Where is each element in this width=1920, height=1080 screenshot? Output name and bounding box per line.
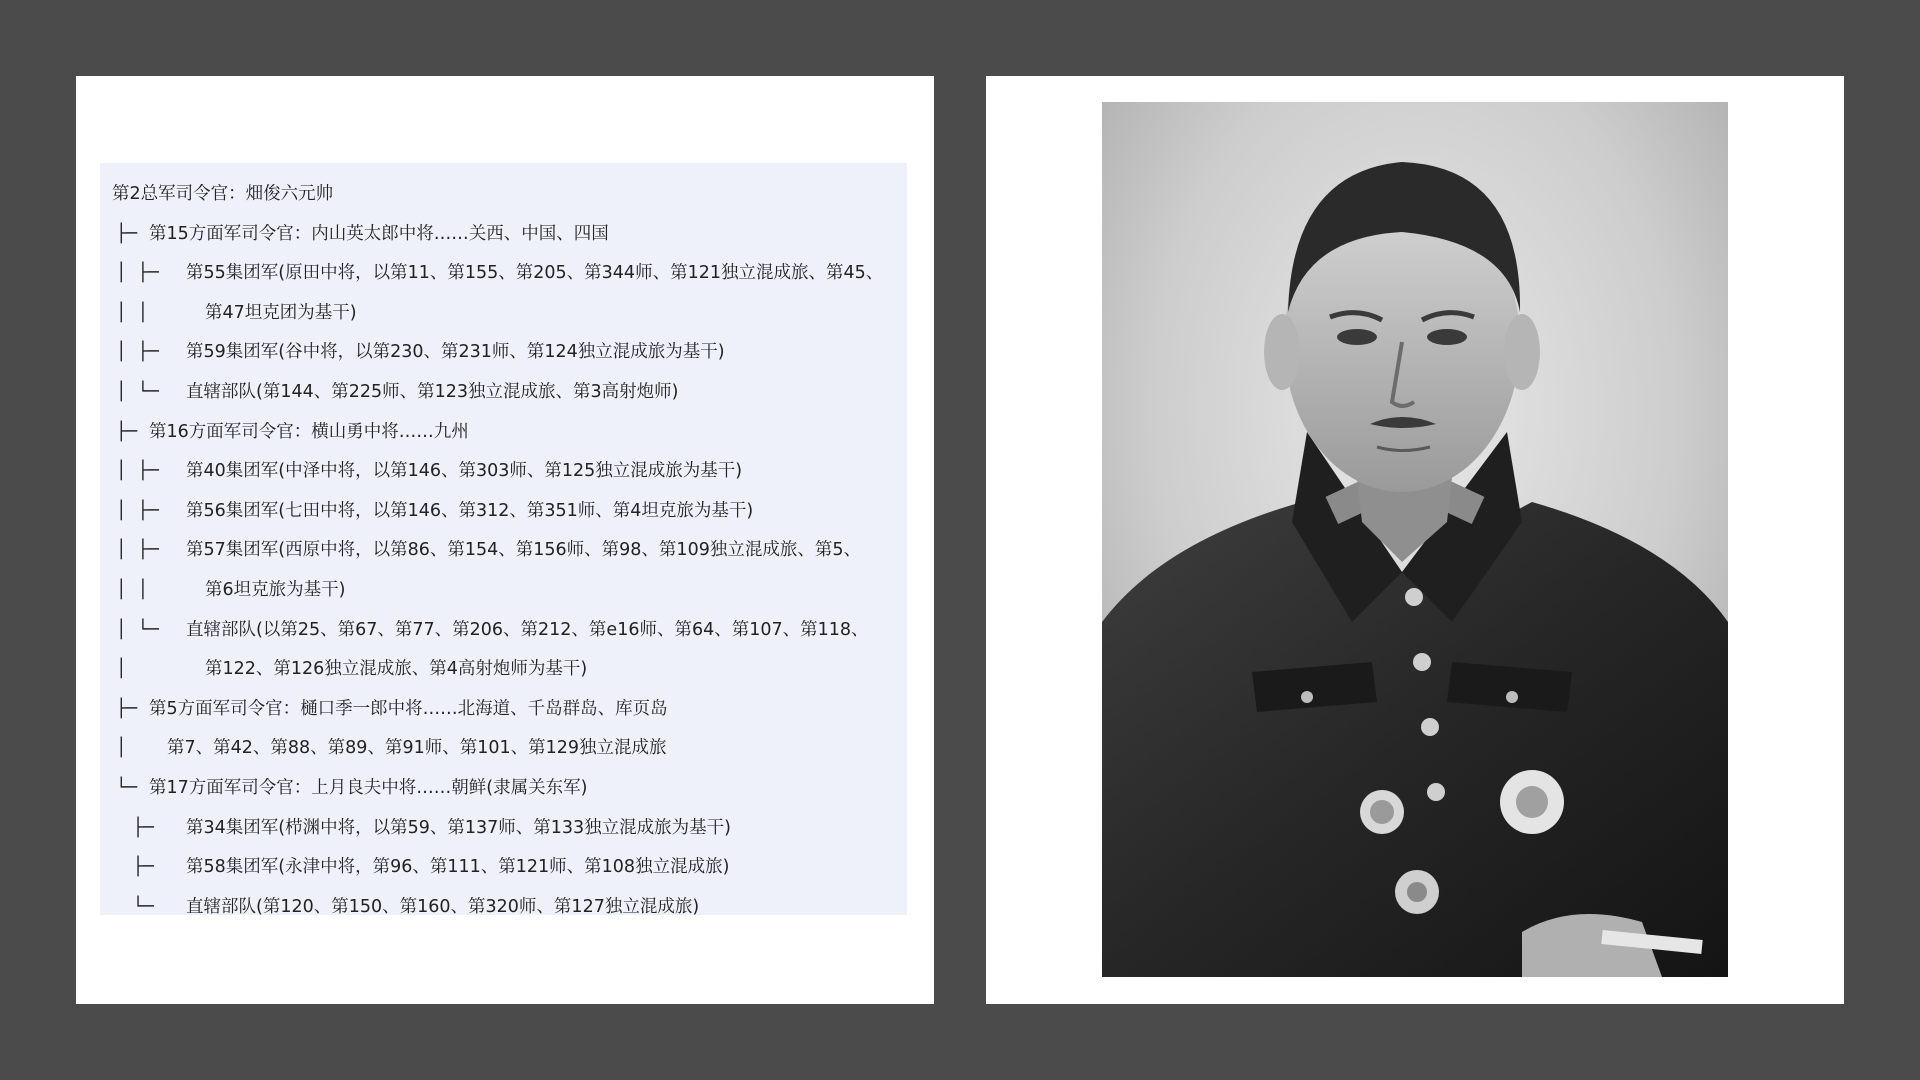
- tree-line-text: 第55集团军(原田中将，以第11、第155、第205、第344师、第121独立混成旅、第45、: [186, 263, 884, 284]
- tree-line-text: 第6坦克旅为基干): [205, 579, 346, 600]
- tree-connector: │ ├─: [116, 500, 159, 521]
- tree-connector: │ ├─: [116, 540, 159, 561]
- tree-line: [100, 333, 907, 373]
- tree-connector: ├─: [116, 698, 138, 719]
- tree-line: [100, 809, 907, 849]
- tree-line: [100, 215, 907, 255]
- tree-line: [100, 571, 907, 611]
- tree-line-text: 第47坦克团为基干): [205, 302, 357, 323]
- tree-line: [100, 452, 907, 492]
- tree-line-text: 第34集团军(栉渊中将，以第59、第137师、第133独立混成旅为基干): [186, 817, 731, 838]
- tree-line-text: 第59集团军(谷中将，以第230、第231师、第124独立混成旅为基干): [186, 342, 725, 363]
- tree-line-text: 第15方面军司令官：内山英太郎中将……关西、中国、四国: [149, 223, 609, 244]
- tree-line-text: 第17方面军司令官：上月良夫中将……朝鲜(隶属关东军): [149, 777, 588, 798]
- tree-line: [100, 413, 907, 453]
- tree-line-text: 第58集团军(永津中将，第96、第111、第121师、第108独立混成旅): [186, 857, 730, 878]
- tree-connector: │ │: [116, 579, 149, 600]
- tree-line-text: 直辖部队(第144、第225师、第123独立混成旅、第3高射炮师): [186, 381, 679, 402]
- portrait-card: [986, 76, 1844, 1004]
- tree-line-text: 第2总军司令官：畑俊六元帅: [112, 184, 334, 204]
- org-chart-card: [76, 76, 934, 1004]
- tree-connector: ├─: [116, 817, 154, 838]
- tree-line: [100, 492, 907, 532]
- tree-connector: └─: [116, 896, 154, 917]
- tree-line: [100, 254, 907, 294]
- tree-line: [100, 294, 907, 334]
- tree-connector: │: [116, 738, 127, 759]
- tree-line: [100, 690, 907, 730]
- tree-line-text: 第5方面军司令官：樋口季一郎中将……北海道、千岛群岛、库页岛: [149, 698, 668, 719]
- tree-line: [100, 650, 907, 690]
- tree-line: [100, 531, 907, 571]
- officer-portrait-photo: [1102, 102, 1728, 977]
- portrait-illustration: [1102, 102, 1728, 977]
- tree-line: [100, 611, 907, 651]
- tree-line: [100, 848, 907, 888]
- tree-line: [100, 769, 907, 809]
- tree-line: [100, 729, 907, 769]
- tree-line-text: 直辖部队(以第25、第67、第77、第206、第212、第e16师、第64、第107、第118、: [186, 619, 869, 640]
- tree-line-text: 第56集团军(七田中将，以第146、第312、第351师、第4坦克旅为基干): [186, 500, 754, 521]
- tree-connector: │ ├─: [116, 342, 159, 363]
- tree-line-text: 第16方面军司令官：横山勇中将……九州: [149, 421, 469, 442]
- tree-connector: ├─: [116, 223, 138, 244]
- tree-line: [100, 373, 907, 413]
- tree-connector: │ │: [116, 302, 149, 323]
- tree-line-text: 第122、第126独立混成旅、第4高射炮师为基干): [205, 659, 588, 680]
- tree-line-text: 第57集团军(西原中将，以第86、第154、第156师、第98、第109独立混成旅、第5、: [186, 540, 861, 561]
- tree-connector: │: [116, 659, 127, 680]
- tree-connector: │ ├─: [116, 263, 159, 284]
- org-tree-box: [100, 163, 907, 915]
- tree-connector: │ ├─: [116, 461, 159, 482]
- tree-line-text: 第7、第42、第88、第89、第91师、第101、第129独立混成旅: [167, 738, 667, 759]
- tree-connector: ├─: [116, 421, 138, 442]
- tree-line-text: 第40集团军(中泽中将，以第146、第303师、第125独立混成旅为基干): [186, 461, 743, 482]
- tree-connector: │ └─: [116, 619, 159, 640]
- tree-line: [100, 175, 907, 215]
- tree-connector: ├─: [116, 857, 154, 878]
- tree-line-text: 直辖部队(第120、第150、第160、第320师、第127独立混成旅): [186, 896, 700, 917]
- tree-line: [100, 888, 907, 928]
- tree-connector: └─: [116, 777, 138, 798]
- tree-connector: │ └─: [116, 381, 159, 402]
